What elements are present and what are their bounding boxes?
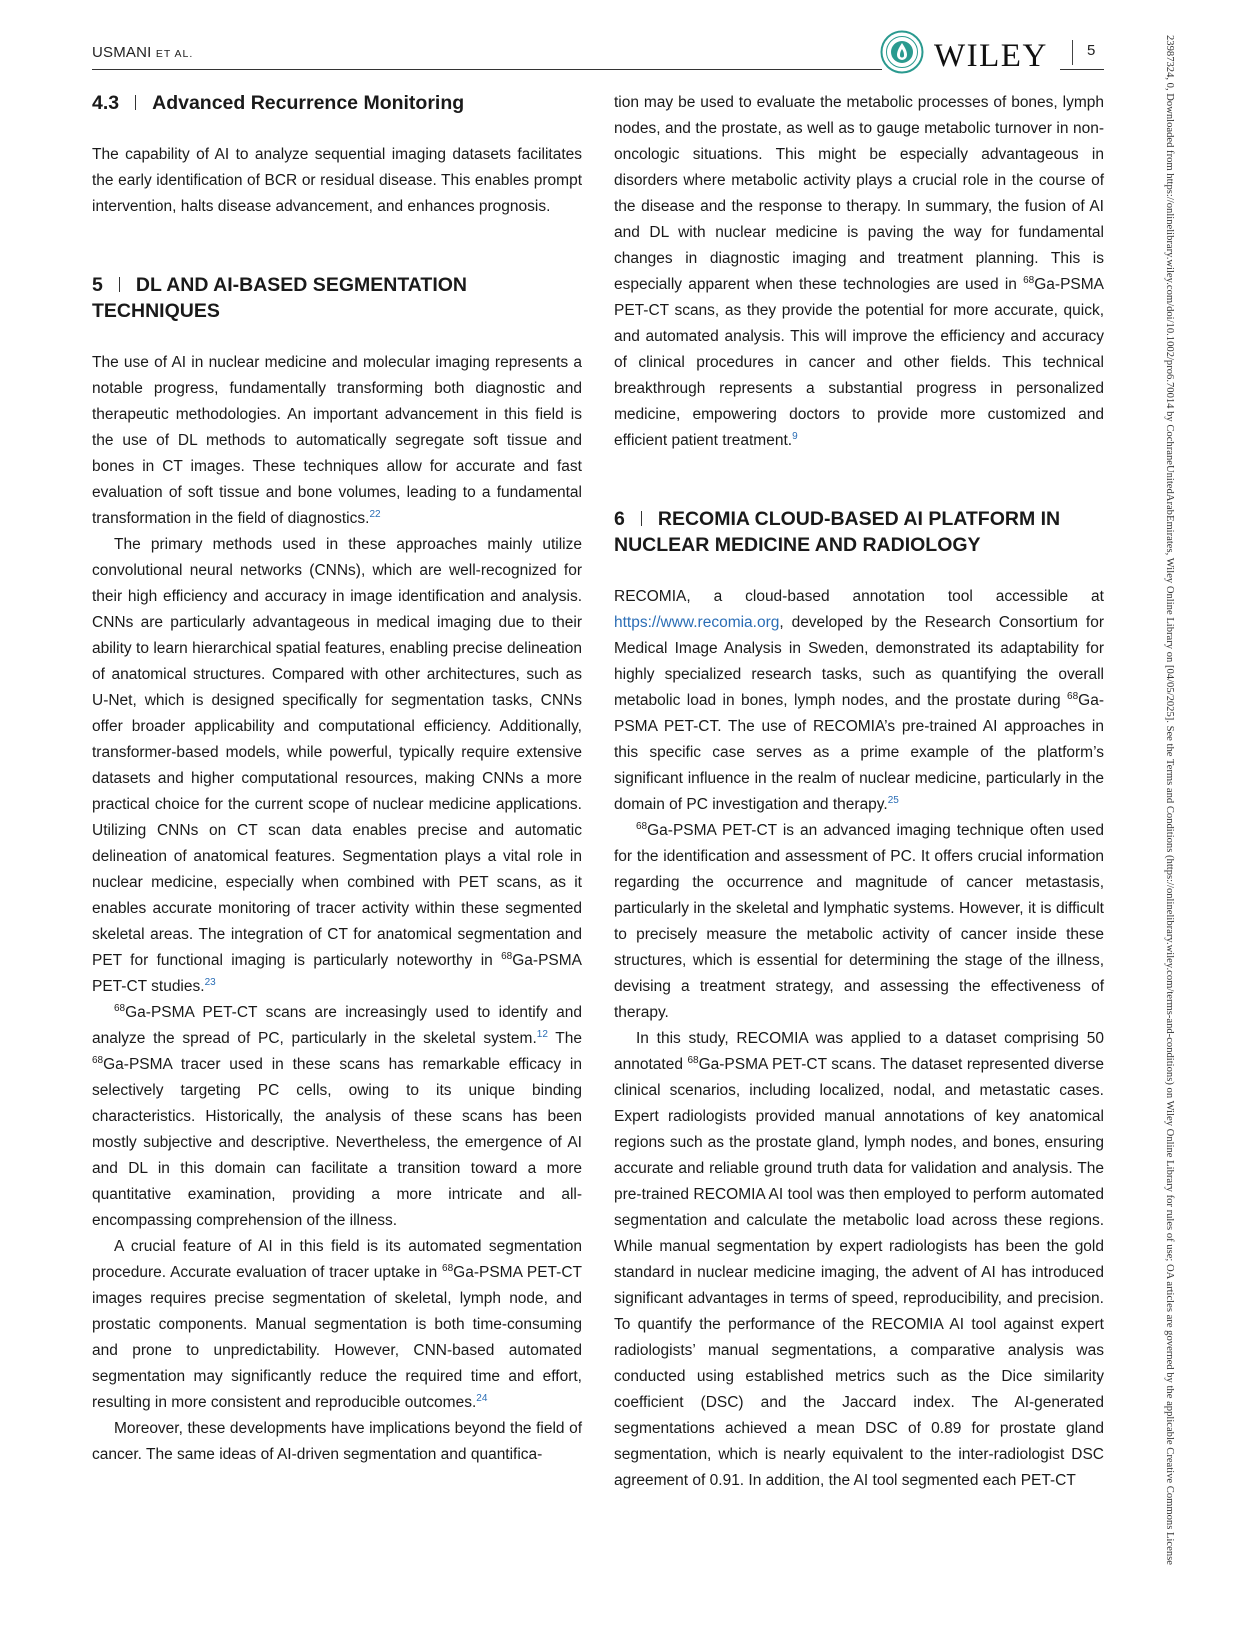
isotope-superscript: 68 [92, 1055, 104, 1066]
paragraph-text: Ga-PSMA PET-CT. The use of RECOMIA’s pre-trained AI approaches in this specific case serves as a prime example of the platform’s significant influence in the realm of nuclear medicine, particularly in the domain of PC investigation and therapy. [614, 692, 1104, 813]
header-rule-right [1060, 69, 1104, 70]
paragraph-text: tion may be used to evaluate the metabolic processes of bones, lymph nodes, and the prostate, as well as to gauge metabolic turnover in non-oncologic situations. This might be especially advantageous in disorders where metabolic activity plays a crucial role in the course of the disease and the response to therapy. In summary, the fusion of AI and DL with nuclear medicine is paving the way for fundamental changes in diagnostic imaging and treatment planning. This is especially apparent when these technologies are used in [614, 94, 1104, 293]
heading-separator [119, 277, 120, 292]
running-header [92, 30, 1104, 78]
paragraph-text: Ga-PSMA PET-CT scans are increasingly used to identify and analyze the spread of PC, particularly in the skeletal system. [92, 1004, 582, 1047]
page-number: 5 [1087, 42, 1096, 59]
section-heading-6 [614, 506, 1104, 558]
isotope-superscript: 68 [636, 821, 648, 832]
citation-link[interactable]: 25 [887, 795, 899, 806]
et-al: ET AL. [155, 48, 194, 60]
paragraph [92, 532, 582, 1000]
paragraph-text: The use of AI in nuclear medicine and molecular imaging represents a notable progress, fundamentally transforming both diagnostic and therapeutic methodologies. An important advancement in this field is the use of DL methods to automatically segregate soft tissue and bones in CT images. These techniques allow for accurate and fast evaluation of soft tissue and bone volumes, leading to a fundamental transformation in the field of diagnostics. [92, 354, 582, 527]
paragraph: The capability of AI to analyze sequential imaging datasets facilitates the early identification of BCR or residual disease. This enables prompt intervention, halts disease advancement, and enhances prognosis. [92, 146, 582, 215]
paragraph [614, 818, 1104, 1026]
section-heading-4-3 [92, 90, 582, 116]
paragraph [614, 584, 1104, 818]
running-author [92, 44, 193, 61]
recomia-link[interactable]: https://www.recomia.org [614, 614, 780, 631]
isotope-superscript: 68 [501, 951, 513, 962]
header-divider [1072, 40, 1073, 65]
paragraph-text: A crucial feature of AI in this field is its automated segmentation procedure. Accurate evaluation of tracer uptake in [92, 1238, 582, 1281]
paragraph [614, 1026, 1104, 1494]
author-name: USMANI [92, 44, 152, 61]
isotope-superscript: 68 [442, 1263, 454, 1274]
right-column [614, 90, 1104, 1494]
section-title: RECOMIA CLOUD-BASED AI PLATFORM IN NUCLEAR MEDICINE AND RADIOLOGY [614, 508, 1061, 556]
paragraph-text: Ga-PSMA tracer used in these scans has remarkable efficacy in selectively targeting PC cells, owing to its unique binding characteristics. Historically, the analysis of these scans has been mostly subjective and descriptive. Nevertheless, the emergence of AI and DL in this domain can facilitate a transition toward a more quantitative examination, providing a more intricate and all-encompassing comprehension of the illness. [92, 1056, 582, 1229]
paragraph-text: Ga-PSMA PET-CT is an advanced imaging technique often used for the identification and assessment of PC. It offers crucial information regarding the occurrence and magnitude of cancer metastasis, particularly in the skeletal and lymphatic systems. However, it is difficult to precisely measure the metabolic activity of cancer inside these structures, which is essential for determining the stage of the illness, devising a treatment strategy, and assessing the effectiveness of therapy. [614, 822, 1104, 1021]
section-number: 6 [614, 508, 625, 530]
citation-link[interactable]: 9 [792, 431, 798, 442]
section-heading-5 [92, 272, 582, 324]
citation-link[interactable]: 12 [536, 1029, 548, 1040]
section-title: DL AND AI-BASED SEGMENTATION TECHNIQUES [92, 274, 467, 322]
citation-link[interactable]: 23 [204, 977, 216, 988]
paragraph-text: , developed by the Research Consortium for Medical Image Analysis in Sweden, demonstrated its adaptability for highly specialized research tasks, such as quantifying the overall metabolic load in bones, lymph nodes, and the prostate during [614, 614, 1104, 709]
paragraph: Moreover, these developments have implications beyond the field of cancer. The same ideas of AI-driven segmentation and quantifica- [92, 1420, 582, 1463]
isotope-superscript: 68 [114, 1003, 126, 1014]
isotope-superscript: 68 [687, 1055, 699, 1066]
citation-link[interactable]: 22 [369, 509, 381, 520]
left-column [92, 90, 582, 1468]
paragraph-text: Ga-PSMA PET-CT scans, as they provide the potential for more accurate, quick, and automated analysis. This will improve the efficiency and accuracy of clinical procedures in cancer and other fields. This technical breakthrough represents a substantial progress in personalized medicine, empowering doctors to provide more customized and efficient patient treatment. [614, 276, 1104, 449]
isotope-superscript: 68 [1023, 275, 1035, 286]
citation-link[interactable]: 24 [476, 1393, 488, 1404]
header-rule [92, 69, 882, 70]
paragraph-text: RECOMIA, a cloud-based annotation tool accessible at [614, 588, 1104, 605]
paragraph [92, 1000, 582, 1234]
paragraph-text: In this study, RECOMIA was applied to a dataset comprising 50 annotated [614, 1030, 1104, 1073]
paragraph-text: The [547, 1030, 582, 1047]
section-number: 4.3 [92, 92, 120, 114]
heading-separator [641, 511, 642, 526]
paragraph [92, 350, 582, 532]
heading-separator [135, 95, 136, 110]
paragraph [614, 90, 1104, 454]
isotope-superscript: 68 [1067, 691, 1079, 702]
download-notice: 23987324, 0, Downloaded from https://onlinelibrary.wiley.com/doi/10.1002/pro6.70014 by CochraneUnitedArabEmirates, Wiley Online Library on [04/05/2025]. See the Terms and Conditions (https://onlinelibrary.wiley.com/terms-and-conditions) on Wiley Online Library for rules of use; OA articles are governed by the applicable Creative Commons License [1164, 35, 1175, 1565]
paragraph-text: Ga-PSMA PET-CT scans. The dataset represented diverse clinical scenarios, including localized, nodal, and metastatic cases. Expert radiologists provided manual annotations of key anatomical regions such as the prostate gland, lymph nodes, and bones, ensuring accurate and reliable ground truth data for validation and analysis. The pre-trained RECOMIA AI tool was then employed to perform automated segmentation and calculate the metabolic load across these regions. While manual segmentation by expert radiologists has been the gold standard in nuclear medicine imaging, the advent of AI has introduced significant advantages in terms of speed, reproducibility, and precision. To quantify the performance of the RECOMIA AI tool against expert radiologists’ manual segmentations, a comparative analysis was conducted using established metrics such as the Dice similarity coefficient (DSC) and the Jaccard index. The AI-generated segmentations achieved a mean DSC of 0.89 for prostate gland segmentation, which is nearly equivalent to the inter-radiologist DSC agreement of 0.91. In addition, the AI tool segmented each PET-CT [614, 1056, 1105, 1489]
publisher-logo: WILEY [934, 38, 1048, 74]
section-number: 5 [92, 274, 103, 296]
paragraph [92, 1234, 582, 1416]
section-title: Advanced Recurrence Monitoring [152, 92, 465, 114]
society-seal-icon [880, 30, 924, 74]
paragraph-text: Ga-PSMA PET-CT studies. [92, 952, 582, 995]
paragraph-text: Ga-PSMA PET-CT images requires precise segmentation of skeletal, lymph node, and prostatic components. Manual segmentation is both time-consuming and prone to unpredictability. However, CNN-based automated segmentation may significantly reduce the required time and effort, resulting in more consistent and reproducible outcomes. [92, 1264, 582, 1411]
paragraph-text: The primary methods used in these approaches mainly utilize convolutional neural networks (CNNs), which are well-recognized for their high efficiency and accuracy in image identification and analysis. CNNs are particularly advantageous in medical imaging due to their ability to learn hierarchical spatial features, enabling precise delineation of anatomical structures. Compared with other architectures, such as U-Net, which is designed specifically for segmentation tasks, CNNs offer broader applicability and computational efficiency. Additionally, transformer-based models, while powerful, typically require extensive datasets and higher computational resources, making CNNs a more practical choice for the current scope of nuclear medicine applications. Utilizing CNNs on CT scan data enables precise and automatic delineation of anatomical features. Segmentation plays a vital role in nuclear medicine, especially when combined with PET scans, as it enables accurate monitoring of tracer activity within these segmented skeletal areas. The integration of CT for anatomical segmentation and PET for functional imaging is particularly noteworthy in [92, 536, 582, 969]
